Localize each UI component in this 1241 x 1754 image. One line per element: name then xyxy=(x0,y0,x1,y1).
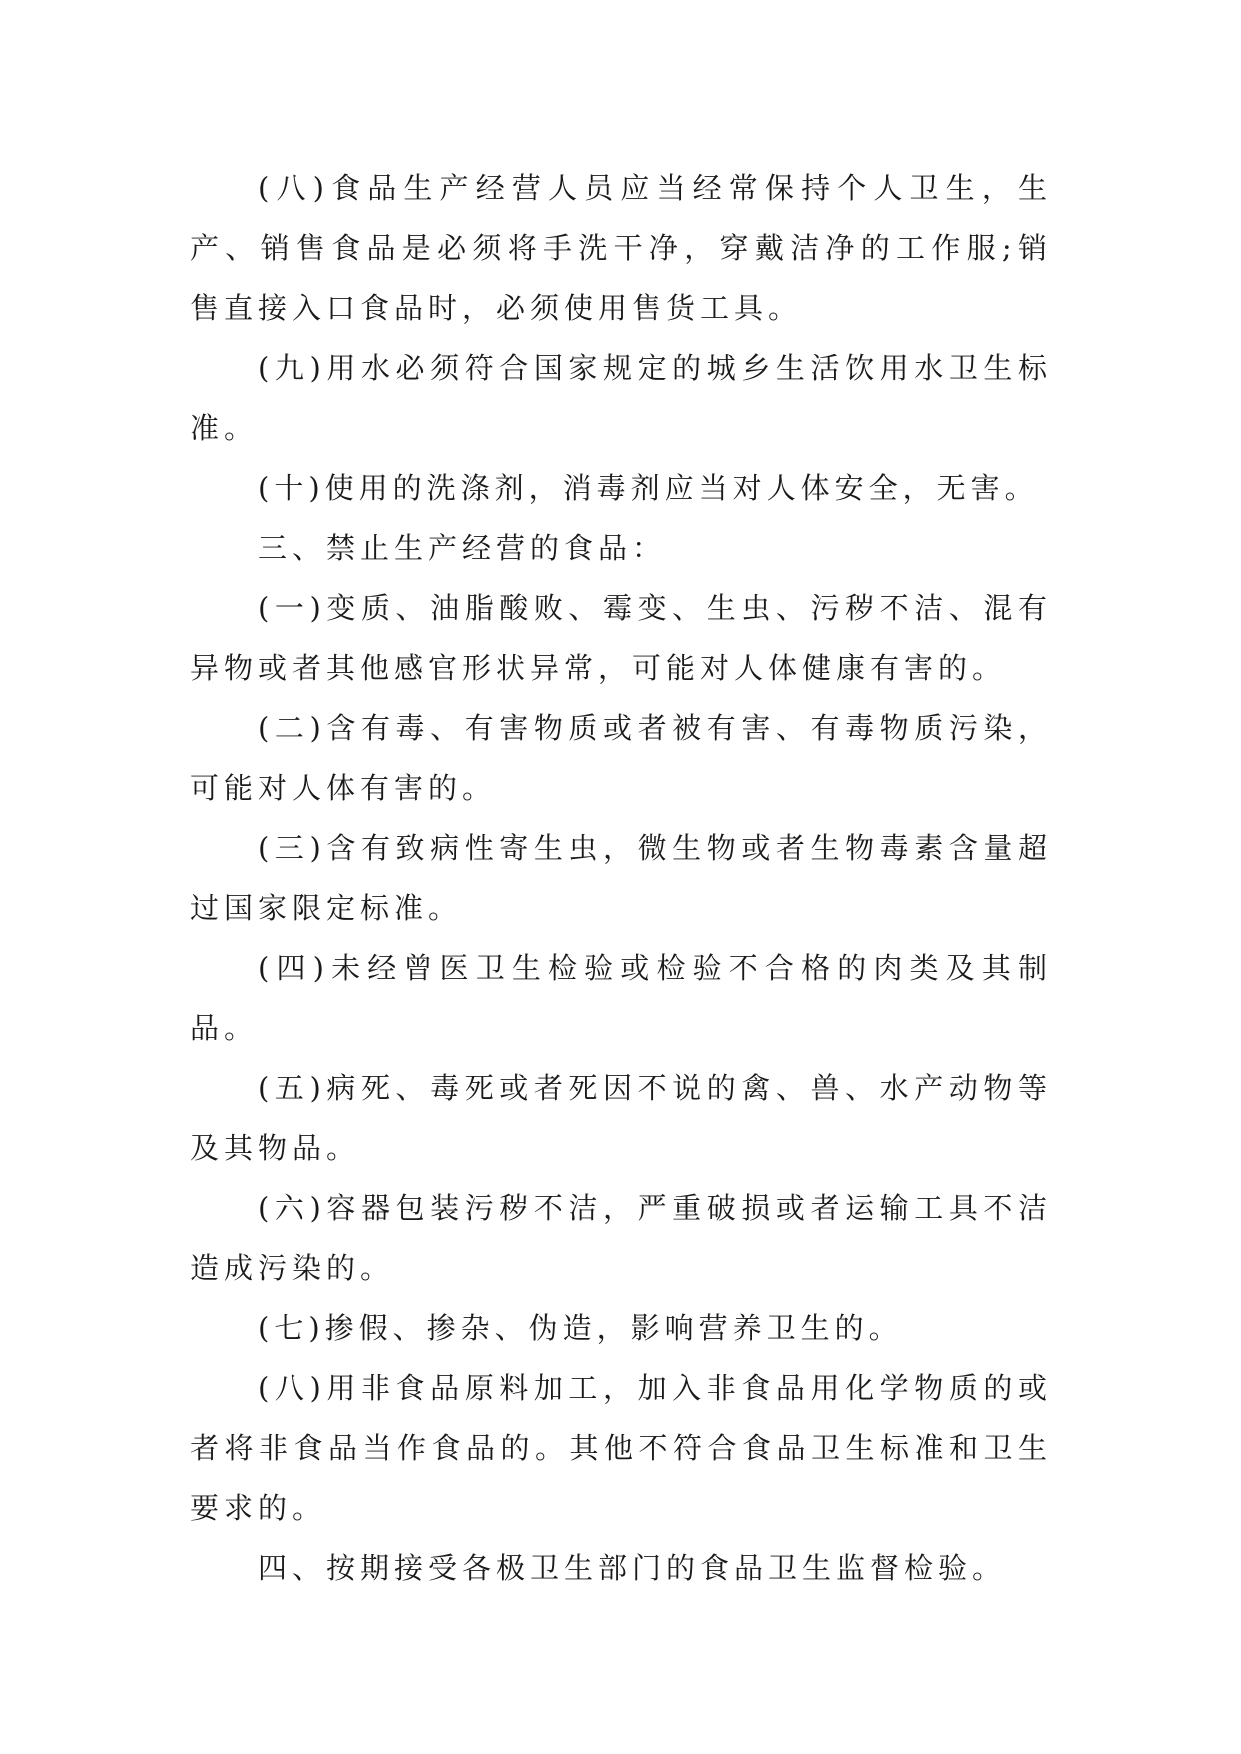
paragraph-item-10-detergent: (十)使用的洗涤剂，消毒剂应当对人体安全，无害。 xyxy=(258,471,1039,505)
paragraph-prohibited-7: (七)掺假、掺杂、伪造，影响营养卫生的。 xyxy=(258,1311,903,1345)
document-body xyxy=(190,158,1052,1598)
section-heading-4: 四、按期接受各极卫生部门的食品卫生监督检验。 xyxy=(258,1551,1007,1585)
section-heading-3: 三、禁止生产经营的食品： xyxy=(258,531,667,565)
paragraph-prohibited-3: (三)含有致病性寄生虫，微生物或者生物毒素含量超过国家限定标准。 xyxy=(190,831,1052,925)
paragraph-prohibited-5: (五)病死、毒死或者死因不说的禽、兽、水产动物等及其物品。 xyxy=(190,1071,1052,1165)
paragraph-prohibited-4: (四)未经曾医卫生检验或检验不合格的肉类及其制品。 xyxy=(190,951,1052,1045)
paragraph-prohibited-2: (二)含有毒、有害物质或者被有害、有毒物质污染，可能对人体有害的。 xyxy=(190,711,1052,805)
paragraph-prohibited-1: (一)变质、油脂酸败、霉变、生虫、污秽不洁、混有异物或者其他感官形状异常，可能对人体健康有害的。 xyxy=(190,591,1052,685)
paragraph-item-9-water: (九)用水必须符合国家规定的城乡生活饮用水卫生标准。 xyxy=(190,351,1052,445)
paragraph-prohibited-6: (六)容器包装污秽不洁，严重破损或者运输工具不洁造成污染的。 xyxy=(190,1191,1052,1285)
paragraph-item-8-hygiene: (八)食品生产经营人员应当经常保持个人卫生，生产、销售食品是必须将手洗干净，穿戴洁净的工作服;销售直接入口食品时，必须使用售货工具。 xyxy=(190,171,1052,325)
paragraph-prohibited-8: (八)用非食品原料加工，加入非食品用化学物质的或者将非食品当作食品的。其他不符合食品卫生标准和卫生要求的。 xyxy=(190,1371,1052,1525)
